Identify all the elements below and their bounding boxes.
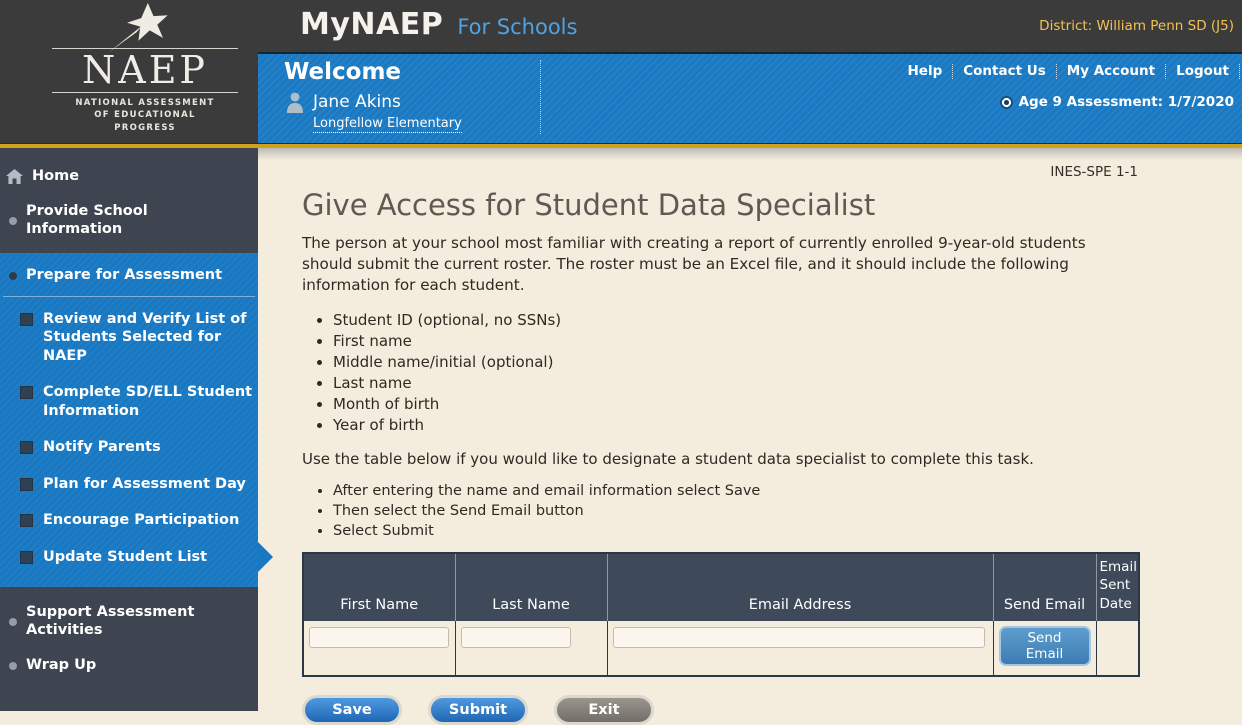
submit-button[interactable]: Submit [428,695,528,725]
utility-nav [898,63,1241,79]
page-title: Give Access for Student Data Specialist [302,188,876,222]
sidebar-nav [0,148,258,711]
send-email-cell [993,621,1096,676]
sidebar-item-label: Prepare for Assessment [26,267,223,284]
list-item: • Month of birth [333,395,1138,413]
logout-link[interactable]: Logout [1176,63,1229,79]
sidebar-item-label: Wrap Up [26,657,97,674]
naep-logo [40,2,250,135]
steps-list [302,483,1138,539]
sidebar-item-label: Encourage Participation [43,512,240,529]
sidebar-top-group [0,148,258,247]
square-bullet-icon [20,386,33,399]
sidebar-item-home[interactable] [0,159,258,194]
sidebar-item-encourage-participation[interactable] [20,502,258,539]
student-fields-list [302,311,1138,434]
sidebar-item-plan-for-assessment-day[interactable] [20,466,258,503]
column-header-send-email: Send Email [993,553,1096,621]
person-icon [286,91,304,113]
content-inner [302,164,1138,725]
assessment-status [1000,94,1234,110]
sidebar-item-label: Complete SD/ELL Student Information [43,384,253,419]
email-sent-date-cell [1096,621,1139,676]
list-item: • Middle name/initial (optional) [333,353,1138,371]
bullet-icon [9,618,17,626]
sidebar-item-prepare-for-assessment[interactable] [0,258,258,293]
main-content [258,148,1242,718]
column-header-last-name: Last Name [455,553,607,621]
column-header-email-address: Email Address [607,553,993,621]
email-address-cell [607,621,993,676]
gold-divider-line [0,143,1242,148]
active-item-arrow [258,542,273,572]
help-link[interactable]: Help [907,63,943,79]
first-name-cell [303,621,455,676]
sidebar-item-label: Notify Parents [43,439,161,456]
my-account-link[interactable]: My Account [1066,63,1156,79]
square-bullet-icon [20,441,33,454]
page-code: INES-SPE 1-1 [1050,164,1138,180]
user-name: Jane Akins [313,92,401,112]
logo-tagline [40,97,250,135]
send-email-button[interactable]: Send Email [999,626,1091,666]
sidebar-active-section [0,253,258,587]
first-name-input[interactable] [309,627,449,648]
email-address-input[interactable] [613,627,985,648]
sidebar-item-support-assessment-activities[interactable] [0,595,258,648]
school-link[interactable]: Longfellow Elementary [313,116,462,131]
sidebar-item-label: Support Assessment Activities [26,604,195,638]
bullet-icon [9,272,17,280]
nav-separator [1239,64,1240,79]
sidebar-item-label: Review and Verify List of Students Selected for NAEP [43,310,247,364]
app-title-main: MyNAEP [300,7,444,42]
list-item: • After entering the name and email information select Save [333,483,1138,499]
sidebar-bottom-group [0,587,258,683]
list-item: • Last name [333,374,1138,392]
square-bullet-icon [20,551,33,564]
welcome-band [258,52,1242,143]
table-row [303,621,1139,676]
list-item: • Year of birth [333,416,1138,434]
logo-tagline-line: PROGRESS [114,123,176,134]
column-header-first-name: First Name [303,553,455,621]
sidebar-item-review-and-verify-list[interactable] [20,301,258,375]
sidebar-item-complete-sd-ell-information[interactable] [20,374,258,429]
intro-paragraph: The person at your school most familiar with creating a report of currently enrolled 9-year-old students should submit the current roster. The roster must be an Excel file, and it should include the following information for each student. [302,234,1086,294]
welcome-band-divider [540,60,541,134]
sidebar-item-provide-school-information[interactable] [0,194,258,247]
last-name-input[interactable] [461,627,571,648]
bullet-icon [9,662,17,670]
square-bullet-icon [20,478,33,491]
home-icon [6,169,23,184]
sidebar-item-notify-parents[interactable] [20,429,258,466]
sidebar-item-label: Plan for Assessment Day [43,475,246,492]
table-intro-paragraph: Use the table below if you would like to designate a student data specialist to complete this task. [302,450,1034,469]
district-label: District: William Penn SD (J5) [1039,18,1234,34]
assessment-status-label: Age 9 Assessment: 1/7/2020 [1018,94,1234,110]
specialist-table [302,552,1140,677]
sidebar-item-label: Provide School Information [26,203,148,237]
sidebar-item-update-student-list[interactable] [20,539,258,576]
app-title-subtitle: For Schools [457,15,578,39]
square-bullet-icon [20,313,33,326]
action-buttons [302,695,1138,725]
bullet-icon [9,217,17,225]
section-divider [3,296,255,297]
column-header-email-sent-date: Email Sent Date [1096,553,1139,621]
list-item: • Select Submit [333,523,1138,539]
logo-tagline-line: NATIONAL ASSESSMENT [75,97,215,108]
list-item: • Then select the Send Email button [333,503,1138,519]
square-bullet-icon [20,514,33,527]
sidebar-item-wrap-up[interactable] [0,648,258,683]
sidebar-item-label: Update Student List [43,548,208,565]
logo-tagline-line: OF EDUCATIONAL [94,110,196,121]
table-header-row [303,553,1139,621]
naep-logo-block [0,0,258,143]
save-button[interactable]: Save [302,695,402,725]
content-top-gradient [258,148,1242,160]
welcome-title: Welcome [284,59,402,85]
contact-us-link[interactable]: Contact Us [963,63,1046,79]
target-icon [1000,96,1013,109]
last-name-cell [455,621,607,676]
list-item: • Student ID (optional, no SSNs) [333,311,1138,329]
app-title [300,7,577,42]
exit-button[interactable]: Exit [554,695,654,725]
sidebar-item-label: Home [32,168,80,184]
list-item: • First name [333,332,1138,350]
logo-acronym: NAEP [82,48,208,92]
shooting-star-icon [95,2,195,54]
